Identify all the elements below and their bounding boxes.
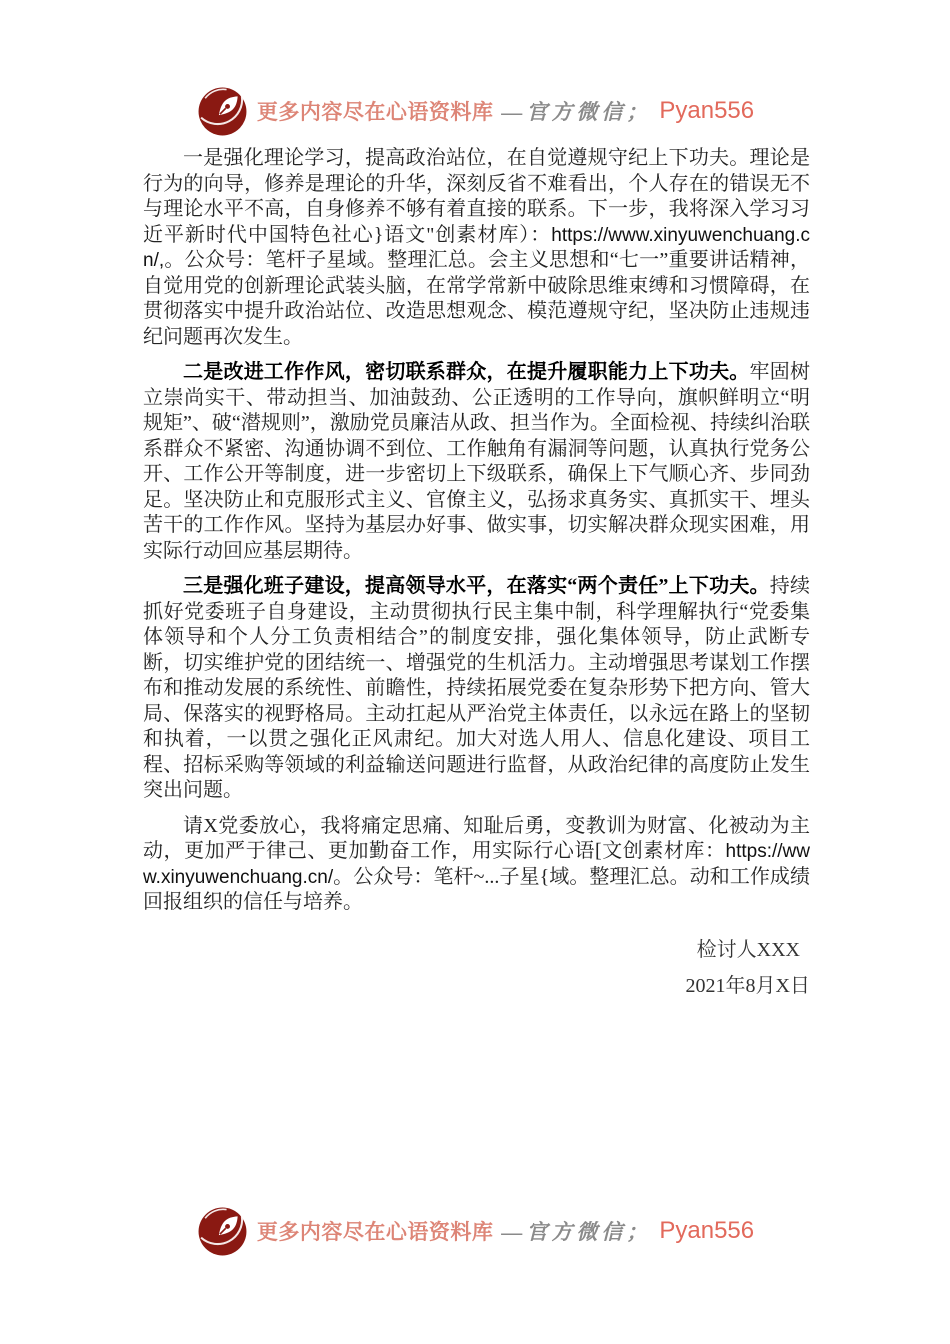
footer-brand-bar xyxy=(0,1202,950,1260)
paragraph-2-lead: 二是改进工作作风，密切联系群众，在提升履职能力上下功夫。 xyxy=(183,361,750,383)
paragraph-2 xyxy=(143,360,810,564)
paragraph-3 xyxy=(143,574,810,804)
signature-date: 2021年8月X日 xyxy=(685,974,810,997)
wechat-label: —官方微信； xyxy=(501,100,652,124)
paragraph-1-text: 一是强化理论学习，提高政治站位，在自觉遵规守纪上下功夫。理论是行为的向导，修养是理论的升华，深刻反省不难看出，个人存在的错误无不与理论水平不高，自身修养不够有着直接的联系。下一步，我将深入学习习近平新时代中国特色社心}语文"创素材库）： xyxy=(143,147,810,246)
signature-block xyxy=(143,932,810,1004)
document-body xyxy=(143,146,810,1004)
paragraph-1-text-cont: 。公众号：笔杆子星域。整理汇总。会主义思想和“七一”重要讲话精神，自觉用党的创新理论武装头脑，在常学常新中破除思维束缚和习惯障碍，在贯彻落实中提升政治站位、改造思想观念、模范遵规守纪，坚决防止违规违纪问题再次发生。 xyxy=(143,249,810,348)
paragraph-3-text: 持续抓好党委班子自身建设，主动贯彻执行民主集中制，科学理解执行“党委集体领导和个人分工负责相结合”的制度安排，强化集体领导，防止武断专断，切实维护党的团结统一、增强党的生机活力。主动增强思考谋划工作摆布和推动发展的系统性、前瞻性，持续拓展党委在复杂形势下把方向、管大局、保落实的视野格局。主动扛起从严治党主体责任，以永远在路上的坚韧和执着，一以贯之强化正风肃纪。加大对选人用人、信息化建设、项目工程、招标采购等领域的利益输送问题进行监督，从政治纪律的高度防止发生突出问题。 xyxy=(143,575,811,801)
wechat-label: —官方微信； xyxy=(501,1220,652,1244)
wechat-id: Pyan556 xyxy=(659,1217,755,1244)
brand-text: 更多内容尽在心语资料库 xyxy=(256,100,494,124)
pen-circle-logo-icon xyxy=(196,1205,249,1258)
header-brand-bar xyxy=(0,82,950,140)
paragraph-4-url: https://www.xinyuwenchuang.cn/ xyxy=(143,841,810,888)
paragraph-2-text: 牢固树立崇尚实干、带动担当、加油鼓劲、公正透明的工作导向，旗帜鲜明立“明规矩”、破“潜规则”，激励党员廉洁从政、担当作为。全面检视、持续纠治联系群众不紧密、沟通协调不到位、工作触角有漏洞等问题，认真执行党务公开、工作公开等制度，进一步密切上下级联系，确保上下气顺心齐、步同劲足。坚决防止和克服形式主义、官僚主义，弘扬求真务实、真抓实干、埋头苦干的工作作风。坚持为基层办好事、做实事，切实解决群众现实困难，用实际行动回应基层期待。 xyxy=(143,361,811,562)
paragraph-3-lead: 三是强化班子建设，提高领导水平，在落实“两个责任”上下功夫。 xyxy=(183,575,770,597)
paragraph-4-text: 请X党委放心，我将痛定思痛、知耻后勇，变教训为财富、化被动为主动，更加严于律己、更加勤奋工作，用实际行心语[文创素材库： xyxy=(143,814,810,862)
paragraph-1 xyxy=(143,146,810,350)
signature-name: 检讨人XXX xyxy=(696,938,800,961)
wechat-id: Pyan556 xyxy=(659,97,755,124)
paragraph-1-url: https://www.xinyuwenchuang.cn/, xyxy=(143,224,810,271)
paragraph-4-text-cont: 。公众号：笔杆~...子星{域。整理汇总。动和工作成绩回报组织的信任与培养。 xyxy=(143,865,810,913)
pen-circle-logo-icon xyxy=(196,85,249,138)
paragraph-4 xyxy=(143,814,810,916)
brand-text: 更多内容尽在心语资料库 xyxy=(256,1220,494,1244)
